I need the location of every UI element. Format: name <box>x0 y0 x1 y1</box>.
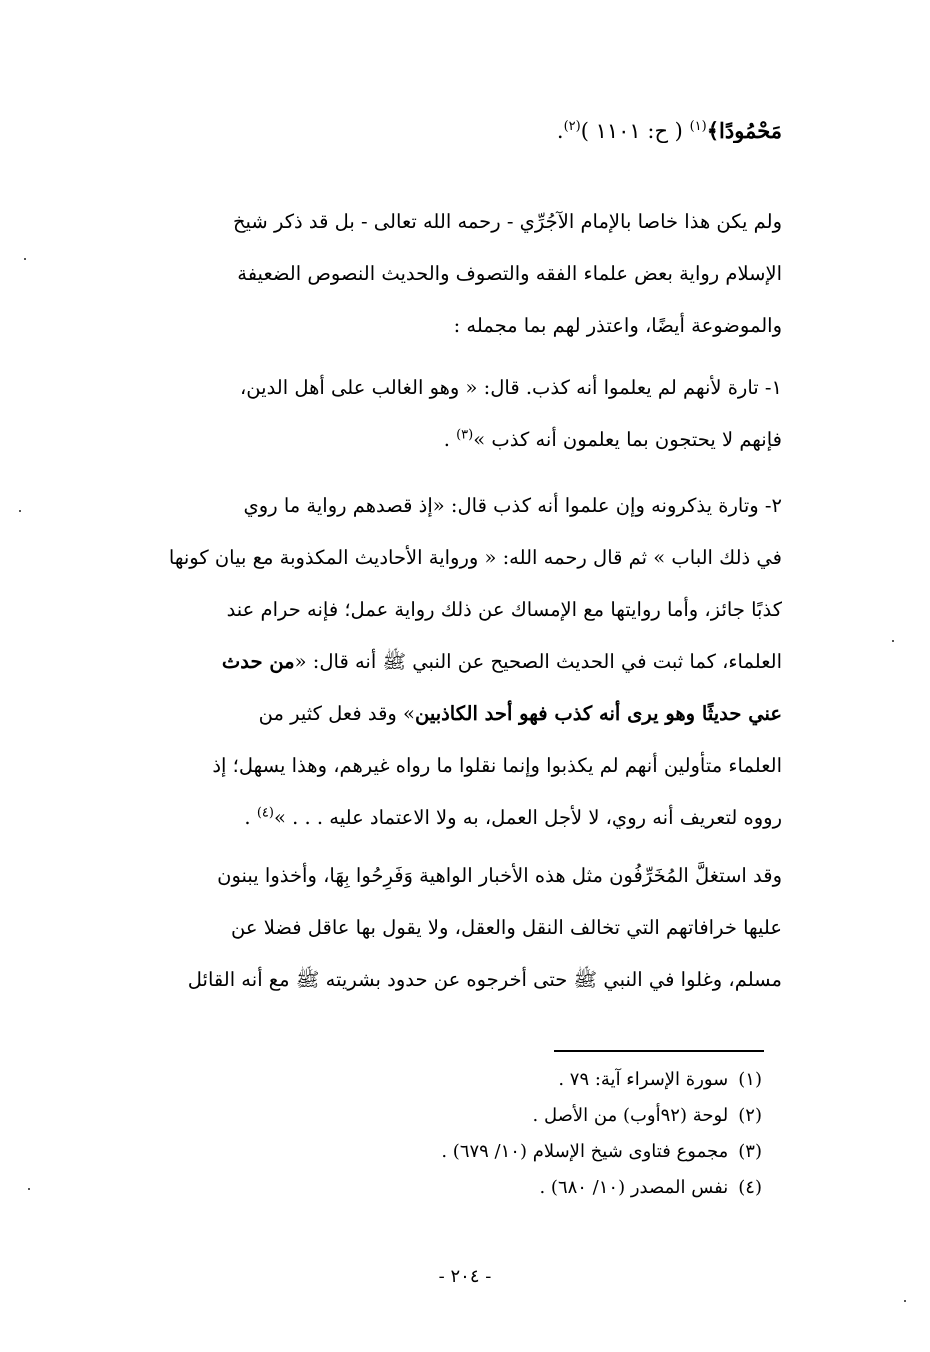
footnote-text: نفس المصدر (١٠/ ٦٨٠) . <box>539 1177 729 1198</box>
paragraph-line: عليها خرافاتهم التي تخالف النقل والعقل، ولا يقول بها عاقل فضلا عن <box>231 916 782 939</box>
footnote-number: (١) <box>738 1069 762 1090</box>
paragraph-line <box>62 792 782 844</box>
footnote-text: مجموع فتاوى شيخ الإسلام (١٠/ ٦٧٩) . <box>441 1141 729 1162</box>
paragraph-line: مسلم، وغلوا في النبي ﷺ حتى أخرجوه عن حدود بشريته ﷺ مع أنه القائل <box>187 968 782 991</box>
paragraph-line: ٢- وتارة يذكرونه وإن علموا أنه كذب قال: «إذ قصدهم رواية ما روي <box>243 494 782 517</box>
scan-speck <box>19 510 21 512</box>
hadith-quote: من حدث <box>221 650 295 673</box>
footnote-item <box>342 1098 762 1134</box>
paragraph-text: العلماء، كما ثبت في الحديث الصحيح عن النبي ﷺ أنه قال: « <box>294 650 782 673</box>
footnote-text: لوحة (٩٢أوب) من الأصل . <box>532 1105 729 1126</box>
paragraph-3 <box>62 480 782 844</box>
scan-speck <box>892 640 894 642</box>
footnote-ref-2: (٢) <box>563 119 581 134</box>
paragraph-line <box>62 636 782 688</box>
footnote-number: (٢) <box>738 1105 762 1126</box>
sentence-end: . <box>443 428 450 451</box>
footnote-ref-4: (٤) <box>256 805 274 821</box>
paragraph-2 <box>62 362 782 466</box>
paragraph-line <box>62 688 782 740</box>
paragraph-line: في ذلك الباب » ثم قال رحمه الله: « ورواية الأحاديث المكذوبة مع بيان كونها <box>168 546 782 569</box>
footnote-ref-1: (١) <box>689 119 707 134</box>
footnote-text: سورة الإسراء آية: ٧٩ . <box>558 1069 729 1090</box>
paragraph-text: » وقد فعل كثير من <box>258 702 415 725</box>
footnote-item <box>342 1170 762 1206</box>
footnotes <box>342 1062 762 1206</box>
verse-ending-line <box>62 118 782 143</box>
paragraph-line: كذبًا جائز، وأما روايتها مع الإمساك عن ذلك رواية عمل؛ فإنه حرام عند <box>226 598 782 621</box>
paragraph-line: العلماء متأولين أنهم لم يكذبوا وإنما نقلوا ما رواه غيرهم، وهذا يسهل؛ إذ <box>212 754 782 777</box>
hadith-ref: ( ح: ١١٠١ ) <box>580 119 690 143</box>
paragraph-line: والموضوعة أيضًا، واعتذر لهم بما مجمله : <box>453 314 782 337</box>
paragraph-line: وقد استغلَّ المُخَرِّفُون مثل هذه الأخبار الواهية وَفَرِحُوا بِهَا، وأخذوا يبنون <box>217 864 782 887</box>
paragraph-line <box>62 414 782 466</box>
paragraph-line: ولم يكن هذا خاصا بالإمام الآجُرِّي - رحمه الله تعالى - بل قد ذكر شيخ <box>232 210 782 233</box>
scan-speck <box>24 258 26 260</box>
paragraph-4 <box>62 850 782 1006</box>
scan-speck <box>904 1300 906 1302</box>
quran-bracket: ﴾ <box>706 118 720 143</box>
hadith-quote: عني حديثًا وهو يرى أنه كذب فهو أحد الكاذبين <box>414 702 782 725</box>
paragraph-text: رووه لتعريف أنه روي، لا لأجل العمل، به ولا الاعتماد عليه . . . » <box>273 806 782 829</box>
footnote-number: (٤) <box>738 1177 762 1198</box>
paragraph-line: الإسلام رواية بعض علماء الفقه والتصوف والحديث النصوص الضعيفة <box>237 262 782 285</box>
sentence-end: . <box>556 119 564 143</box>
footnote-item <box>342 1062 762 1098</box>
verse-ending-text <box>62 118 782 143</box>
verse-word: مَحْمُودًا <box>719 118 782 143</box>
page-number: - ٢٠٤ - <box>438 1266 492 1287</box>
paragraph-text: فإنهم لا يحتجون بما يعلمون أنه كذب » <box>473 428 782 451</box>
scan-speck <box>28 1188 30 1190</box>
paragraph-line: ١- تارة لأنهم لم يعلموا أنه كذب. قال: « وهو الغالب على أهل الدين، <box>240 376 782 399</box>
footnote-ref-3: (٣) <box>456 427 474 443</box>
sentence-end: . <box>244 806 251 829</box>
footnote-separator <box>554 1050 764 1052</box>
footnote-item <box>342 1134 762 1170</box>
footnote-number: (٣) <box>738 1141 762 1162</box>
paragraph-1 <box>62 196 782 352</box>
